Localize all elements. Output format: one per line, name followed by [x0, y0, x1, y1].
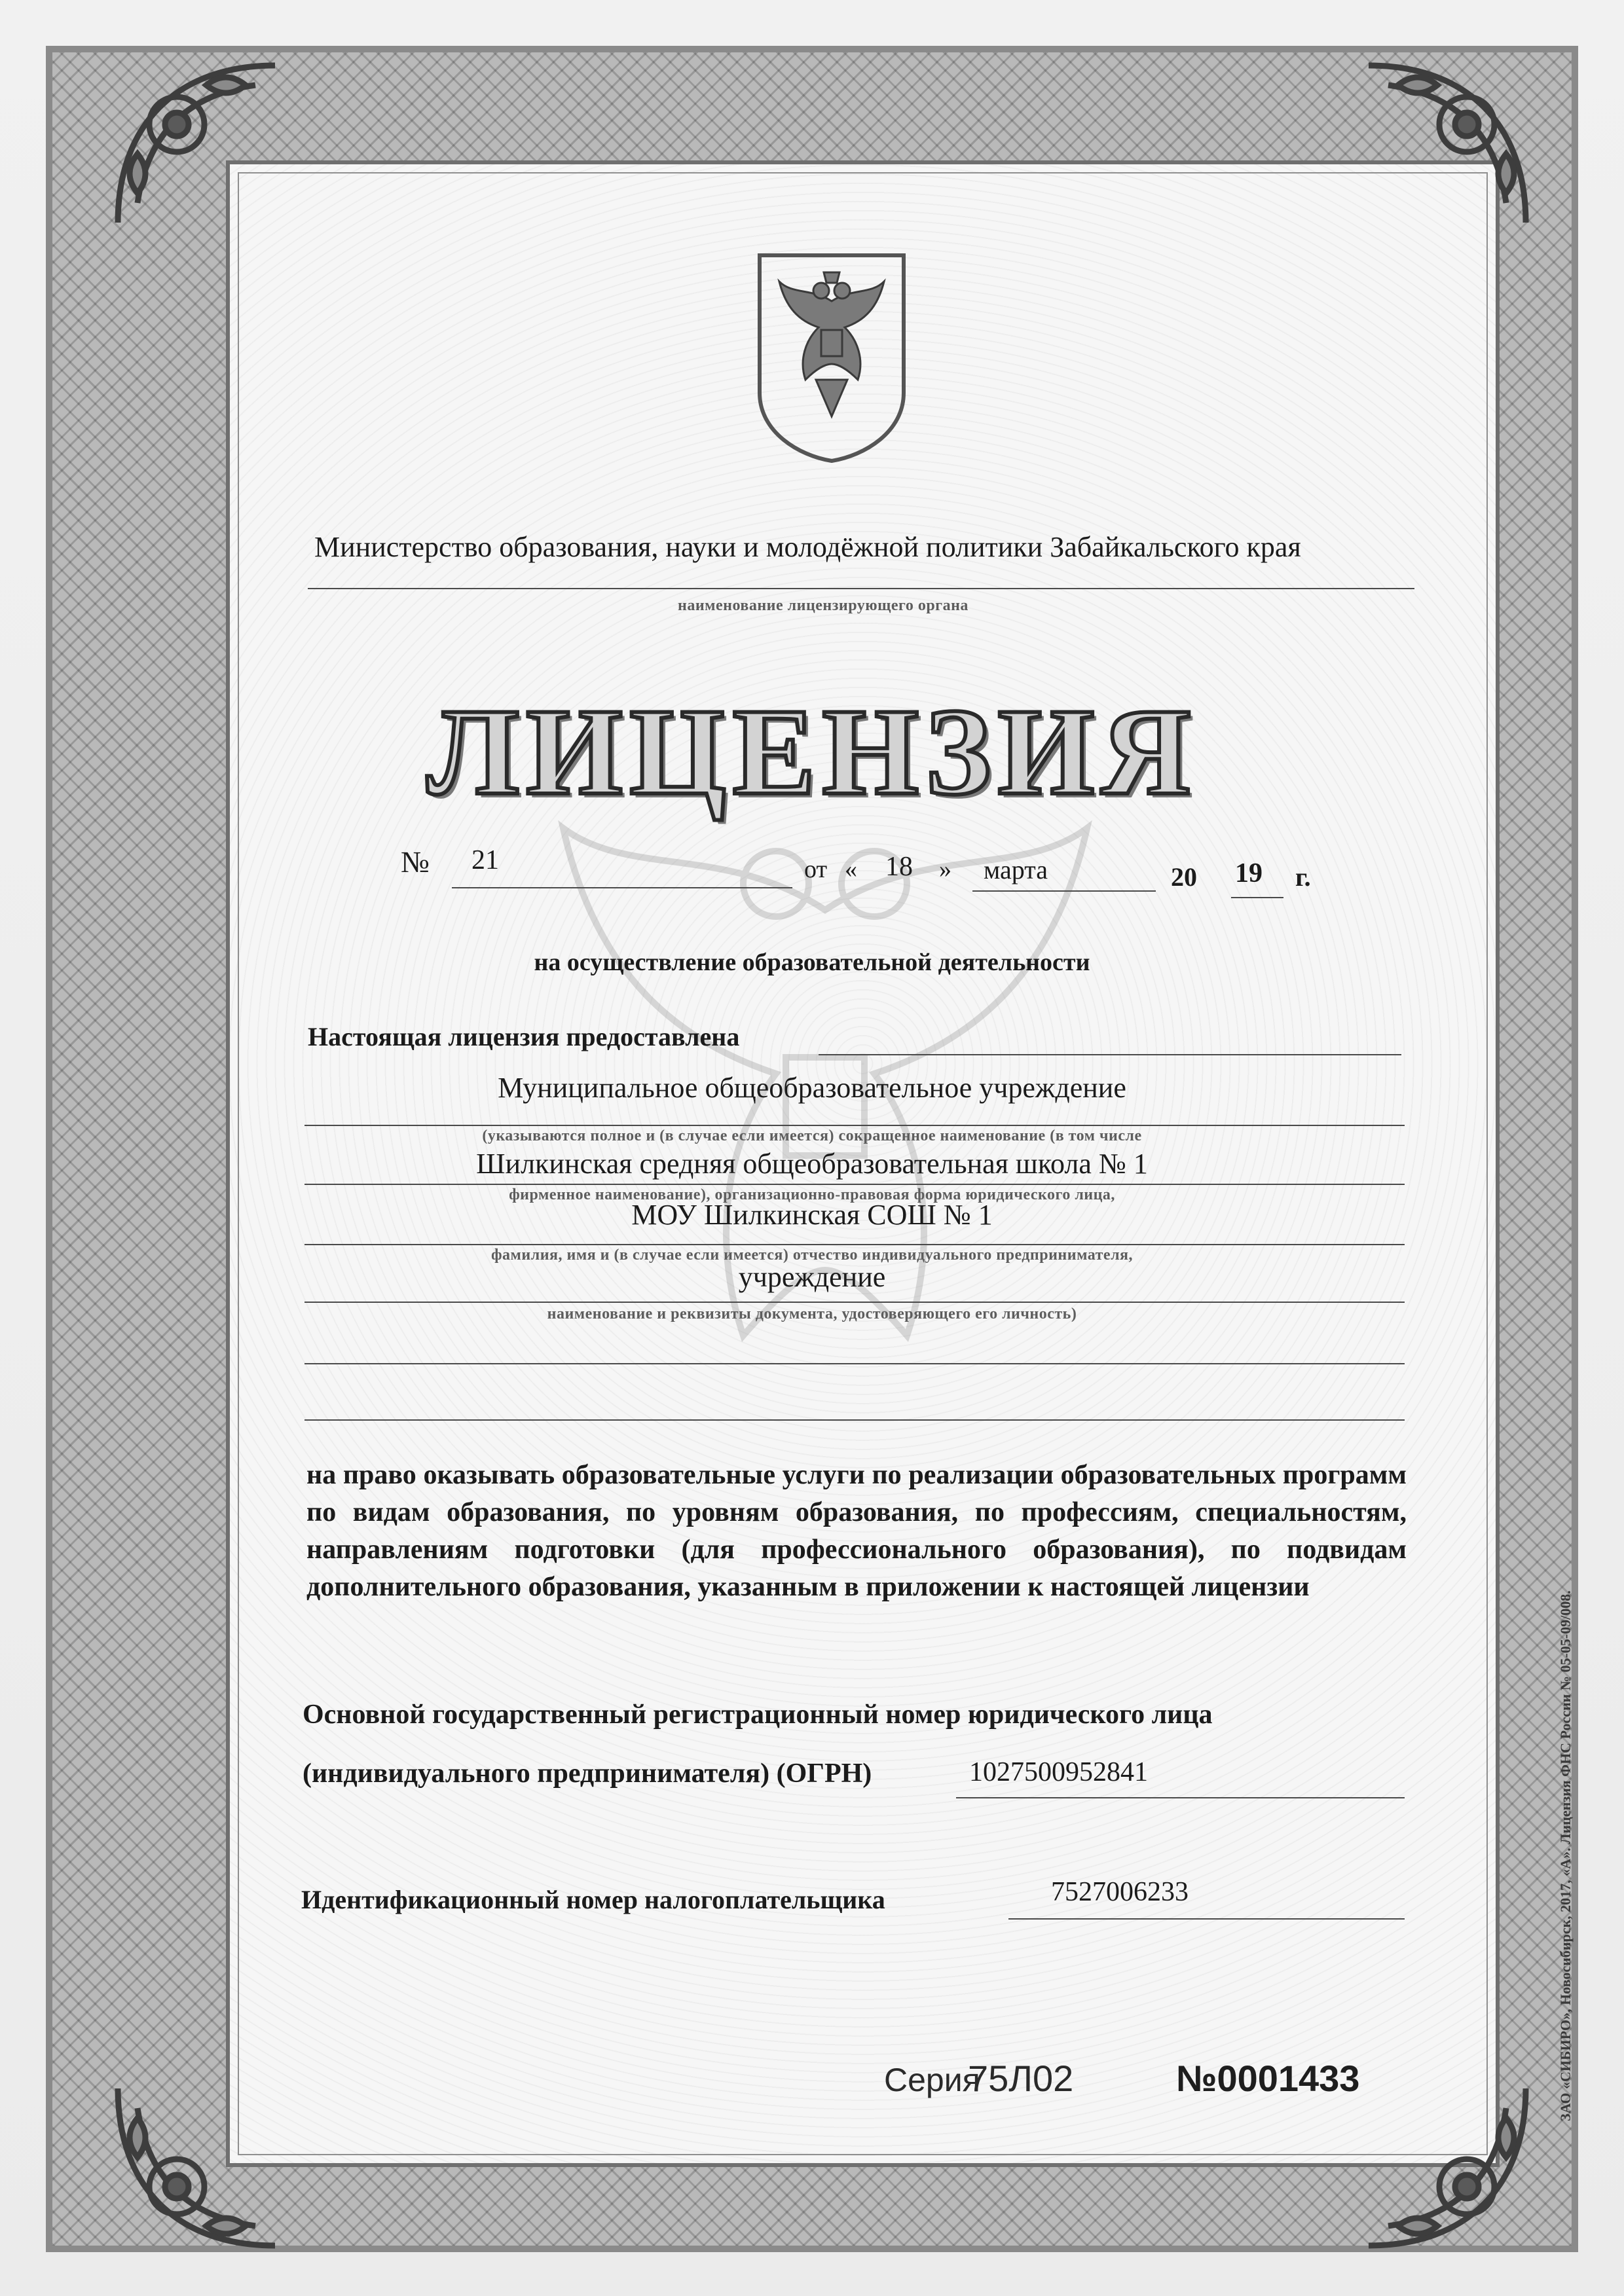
grantee-underline-4 — [304, 1302, 1405, 1303]
grantee-name-line-2: Шилкинская средняя общеобразовательная школа № 1 — [476, 1148, 1148, 1180]
grantee-hint-3: фамилия, имя и (в случае если имеется) отчество индивидуального предпринимателя, — [490, 1247, 1134, 1264]
blank-line-1 — [304, 1363, 1405, 1364]
blank-number-label: № — [1176, 2058, 1217, 2099]
grantee-underline-1 — [304, 1125, 1405, 1126]
issuing-authority: Министерство образования, науки и молодёжной политики Забайкальского края — [314, 531, 1301, 563]
blank-number-value: 0001433 — [1217, 2058, 1360, 2099]
series-value: 75Л02 — [968, 2058, 1074, 2099]
corner-ornament-top-left — [98, 46, 295, 242]
month-underline — [972, 890, 1156, 892]
blank-line-2 — [304, 1419, 1405, 1421]
ogrn-value: 1027500952841 — [969, 1757, 1148, 1787]
document-title: ЛИЦЕНЗИЯ — [426, 683, 1198, 821]
ogrn-underline — [956, 1797, 1405, 1798]
grantee-short-name: МОУ Шилкинская СОШ № 1 — [631, 1199, 993, 1231]
grantee-name-line-1: Муниципальное общеобразовательное учреждение — [498, 1072, 1126, 1104]
issuer-hint: наименование лицензирующего органа — [678, 597, 969, 614]
year-underline — [1231, 897, 1283, 898]
ogrn-label-line-1: Основной государственный регистрационный номер юридического лица — [303, 1700, 1213, 1730]
grantee-underline-2 — [304, 1184, 1405, 1185]
date-from-label: от — [804, 856, 828, 883]
license-number: 21 — [471, 845, 499, 875]
issuer-underline — [308, 588, 1414, 589]
license-number-label: № — [401, 845, 430, 879]
corner-ornament-bottom-right — [1349, 2069, 1545, 2265]
inn-label: Идентификационный номер налогоплательщика — [301, 1885, 885, 1914]
ogrn-label-line-2: (индивидуального предпринимателя) (ОГРН) — [303, 1758, 872, 1789]
license-purpose: на осуществление образовательной деятельности — [534, 949, 1090, 976]
printer-imprint: ЗАО «СИБИРО», Новосибирск, 2017, «А». Лицензия ФНС России № 05-05-09/008. — [1557, 1590, 1574, 2121]
granted-to-label: Настоящая лицензия предоставлена — [308, 1022, 740, 1051]
inn-value: 7527006233 — [1051, 1877, 1189, 1907]
quote-open: « — [845, 856, 857, 883]
license-month: марта — [984, 855, 1048, 884]
grantee-hint-2: фирменное наименование), организационно-правовая форма юридического лица, — [509, 1186, 1115, 1203]
grantee-legal-form: учреждение — [738, 1261, 886, 1293]
grantee-hint-4: наименование и реквизиты документа, удостоверяющего его личность) — [547, 1305, 1077, 1322]
year-label: г. — [1295, 862, 1311, 892]
license-day: 18 — [885, 852, 913, 882]
blank-number — [1176, 2057, 1359, 2100]
license-number-underline — [452, 887, 792, 888]
coat-of-arms-icon — [753, 249, 910, 465]
license-rights-text: на право оказывать образовательные услуги по реализации образовательных программ по видам образования, по уровням образования, по профессиям, специальностям, направлениям подготовки (для профессионального образования), по подвидам дополнительного образования, указанным в приложении к настоящей лицензии — [306, 1460, 1407, 1602]
granted-underline — [819, 1054, 1401, 1055]
grantee-hint-1: (указываются полное и (в случае если имеется) сокращенное наименование (в том числе — [482, 1127, 1142, 1144]
grantee-underline-3 — [304, 1244, 1405, 1245]
license-year-suffix: 19 — [1235, 858, 1263, 888]
series-label: Серия — [884, 2062, 980, 2098]
corner-ornament-bottom-left — [98, 2069, 295, 2265]
inn-underline — [1008, 1918, 1405, 1920]
quote-close: » — [939, 856, 951, 883]
corner-ornament-top-right — [1349, 46, 1545, 242]
year-prefix: 20 — [1171, 862, 1197, 892]
